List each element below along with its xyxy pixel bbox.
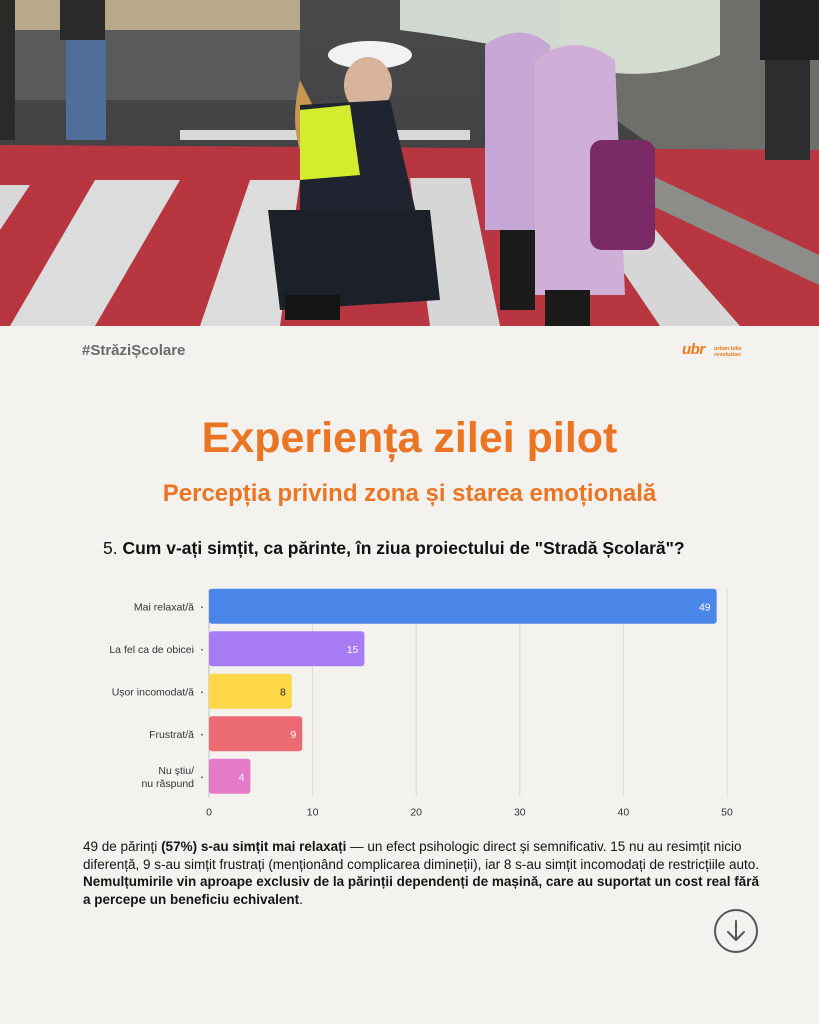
logo-wordmark: ubr [682,341,705,358]
x-tick-label: 10 [306,806,319,819]
data-label: 8 [280,686,286,699]
data-label: 4 [238,771,245,784]
summary-text-1: 49 de părinți [83,839,162,854]
bar-2 [209,631,364,666]
category-label: Mai relaxat/ă [133,601,194,614]
x-tick-label: 40 [617,806,630,819]
x-tick-label: 0 [206,806,212,819]
data-label: 9 [290,728,297,741]
logo-tagline: urban bike revolution [714,346,742,358]
bar-chart-svg [60,585,760,820]
page-title: Experiența zilei pilot [201,414,618,462]
question-number: 5. [103,538,118,558]
question-text: Cum v-ați simțit, ca părinte, în ziua proiectului de "Stradă Școlară"? [122,538,685,558]
survey-question [103,538,685,559]
arrow-down-icon [716,911,756,951]
category-label: Ușor incomodat/ă [111,686,194,699]
category-label: Nu știu/ [158,764,194,777]
x-tick-label: 20 [410,806,423,819]
results-bar-chart [60,585,760,820]
crosswalk-scene-image [0,0,819,326]
hashtag-label: #StrăziȘcolare [82,342,186,359]
x-tick-label: 30 [513,806,526,819]
category-tick-mark [201,776,203,778]
summary-percent: (57%) [161,839,198,854]
data-label: 15 [346,643,359,656]
bar-4 [209,716,302,751]
summary-text-2: — un efect psihologic direct și semnificativ. 15 nu au resimțit nicio diferență, 9 s-au simțit frustrați (menționând complicarea dimineții), iar 8 s-au simțit incomodați de restricțiile auto. [83,839,760,872]
bar-1 [209,589,717,624]
category-tick-mark [201,649,203,651]
category-label: Frustrat/ă [149,728,194,741]
page-subtitle: Percepția privind zona și starea emoțională [162,480,657,507]
scroll-down-button[interactable] [714,909,758,953]
ubr-logo [682,341,757,363]
category-tick-mark [201,606,203,608]
summary-relaxed: s-au simțit mai relaxați [197,839,347,854]
summary-conclusion: Nemulțumirile vin aproape exclusiv de la părinții dependenți de mașină, care au suportat un cost real fără a percepe un beneficiu echivalent [83,874,759,907]
category-tick-mark [201,691,203,693]
x-tick-label: 50 [721,806,733,819]
summary-paragraph [83,838,763,908]
category-label: nu răspund [141,777,194,790]
header-photo [0,0,819,326]
category-tick-mark [201,734,203,736]
category-label: La fel ca de obicei [109,643,194,656]
data-label: 49 [698,601,711,614]
summary-text-3: . [299,891,303,907]
